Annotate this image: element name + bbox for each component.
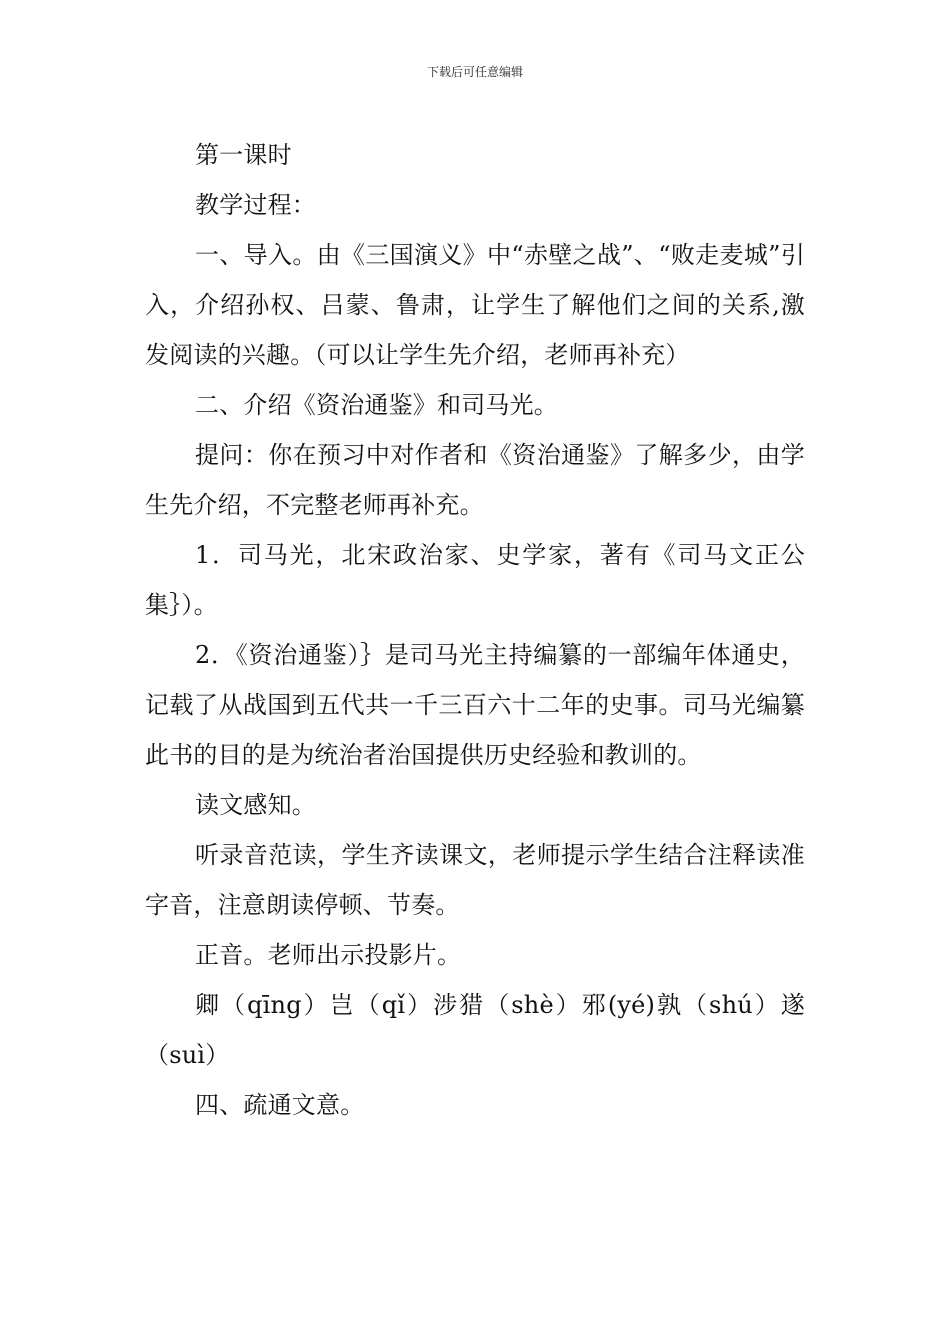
paragraph-reading-instruction: 听录音范读，学生齐读课文，老师提示学生结合注释读准字音，注意朗读停顿、节奏。	[145, 841, 805, 919]
section-heading: 教学过程：	[195, 191, 316, 219]
paragraph-pronunciation: 正音。老师出示投影片。	[195, 941, 462, 969]
paragraph-author-heading: 二、介绍《资治通鉴》和司马光。	[195, 391, 558, 419]
paragraph-item-2: 2．《资治通鉴）｝是司马光主持编纂的一部编年体通史，记载了从战国到五代共一千三百六十二年的史事。司马光编纂此书的目的是为统治者治国提供历史经验和教训的。	[145, 641, 805, 769]
paragraph-reading-heading: 读文感知。	[195, 791, 316, 819]
paragraph-section-four: 四、疏通文意。	[195, 1091, 365, 1119]
paragraph-pinyin-list: 卿（qīng）岂（qǐ）涉猎（shè）邪(yé)孰（shú）遂（suì）	[145, 991, 805, 1069]
document-body	[145, 130, 805, 1130]
lesson-title: 第一课时	[195, 141, 292, 169]
paragraph-question: 提问：你在预习中对作者和《资治通鉴》了解多少，由学生先介绍，不完整老师再补充。	[145, 441, 805, 519]
paragraph-item-1: 1．司马光，北宋政治家、史学家，著有《司马文正公集｝）。	[145, 541, 805, 619]
page-header: 下载后可任意编辑	[426, 65, 523, 79]
paragraph-introduction: 一、导入。由《三国演义》中“赤壁之战”、“败走麦城”引入，介绍孙权、吕蒙、鲁肃，让学生了解他们之间的关系,激发阅读的兴趣。（可以让学生先介绍，老师再补充）	[145, 241, 805, 369]
